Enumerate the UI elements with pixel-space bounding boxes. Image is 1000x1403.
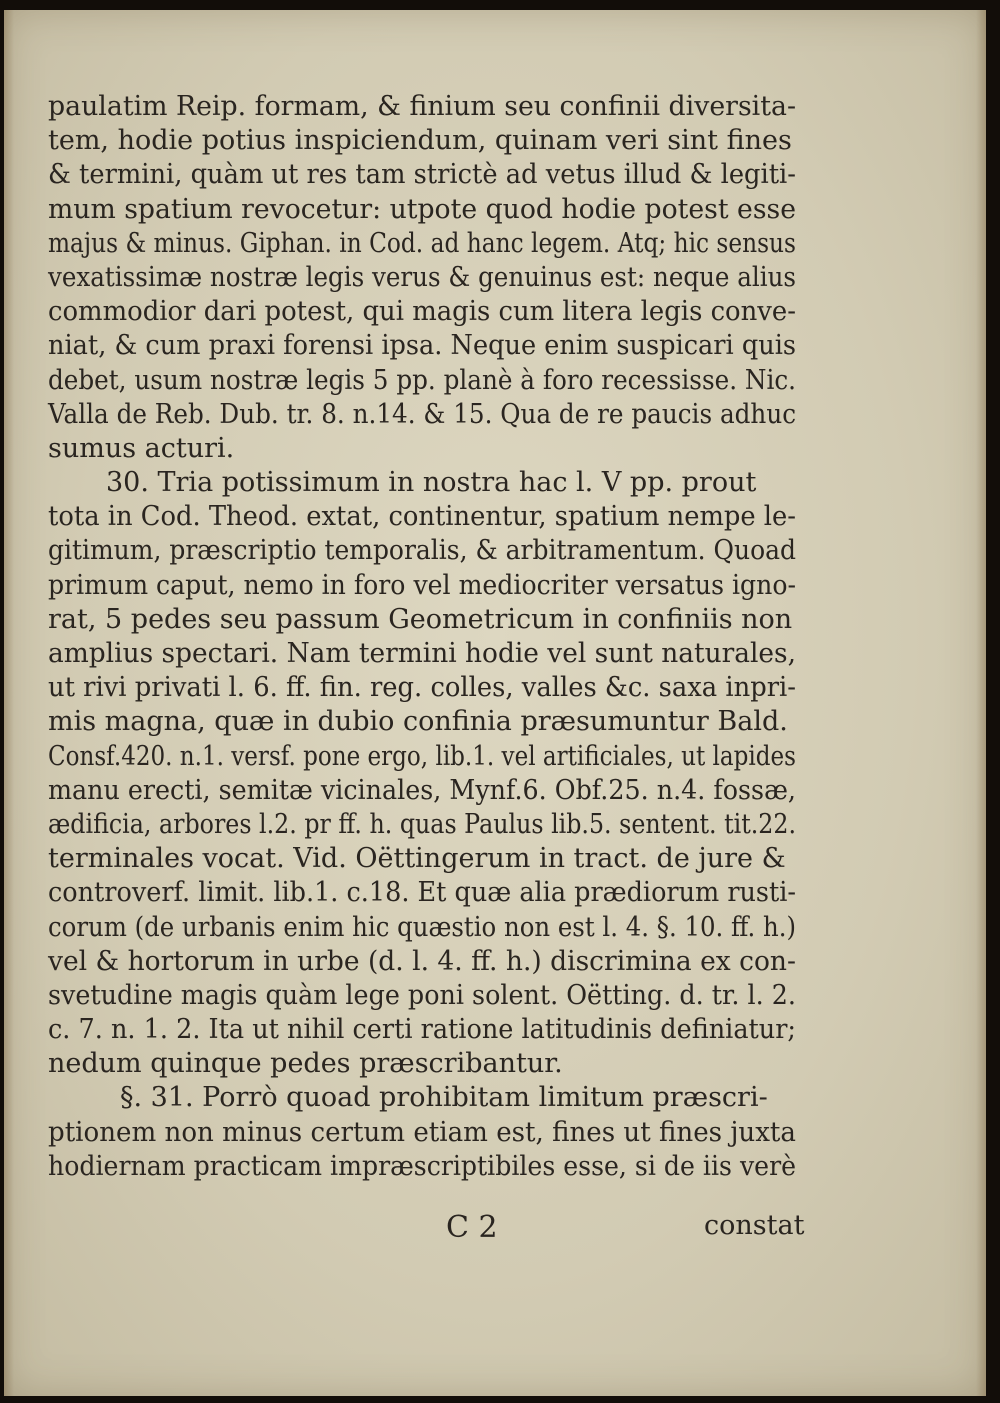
text-line: paulatim Reip. formam, & finium seu confinii diversita- xyxy=(48,91,796,122)
text-line: hodiernam practicam impræscriptibiles esse, si de iis verè xyxy=(48,1150,797,1182)
catchword: constat xyxy=(704,1210,805,1241)
text-line: ptionem non minus certum etiam est, fines ut fines juxta xyxy=(48,1116,796,1148)
text-line: primum caput, nemo in foro vel mediocriter versatus igno- xyxy=(48,569,796,601)
book-page xyxy=(4,10,986,1396)
text-line: ut rivi privati l. 6. ff. fin. reg. colles, valles &c. saxa inpri- xyxy=(48,672,797,704)
text-line: niat, & cum praxi forensi ipsa. Neque enim suspicari quis xyxy=(48,330,797,362)
text-line: controverf. limit. lib.1. c.18. Et quæ alia prædiorum rusti- xyxy=(48,877,797,909)
text-line: rat, 5 pedes seu passum Geometricum in confiniis non xyxy=(48,603,793,635)
text-line: tota in Cod. Theod. extat, continentur, spatium nempe le- xyxy=(48,501,796,533)
text-line: corum (de urbanis enim hic quæstio non est l. 4. §. 10. ff. h.) xyxy=(48,911,797,943)
text-line: commodior dari potest, qui magis cum litera legis conve- xyxy=(48,296,796,328)
text-line: manu erecti, semitæ vicinales, Mynf.6. Obf.25. n.4. fossæ, xyxy=(48,774,796,806)
signature-mark: C 2 xyxy=(446,1210,498,1245)
paragraph-31-start: §. 31. Porrò quoad prohibitam limitum præscri- xyxy=(120,1082,768,1114)
text-line: terminales vocat. Vid. Oëttingerum in tract. de jure & xyxy=(48,843,786,875)
text-line: mum spatium revocetur: utpote quod hodie potest esse xyxy=(48,193,796,225)
text-line: amplius spectari. Nam termini hodie vel sunt naturales, xyxy=(48,638,796,669)
page-left-edge xyxy=(4,10,14,1396)
text-line: debet, usum nostræ legis 5 pp. planè à foro recessisse. Nic. xyxy=(48,364,797,396)
page-right-edge xyxy=(976,10,986,1396)
paragraph-30-start: 30. Tria potissimum in nostra hac l. V pp. prout xyxy=(106,467,757,499)
text-line: tem, hodie potius inspiciendum, quinam veri sint fines xyxy=(48,125,792,157)
text-line: Consf.420. n.1. versf. pone ergo, lib.1. vel artificiales, ut lapides xyxy=(48,740,796,772)
text-line: majus & minus. Giphan. in Cod. ad hanc legem. Atq; hic sensus xyxy=(48,227,796,259)
text-line: & termini, quàm ut res tam strictè ad vetus illud & legiti- xyxy=(48,159,796,191)
text-line: nedum quinque pedes præscribantur. xyxy=(48,1048,563,1080)
text-line: mis magna, quæ in dubio confinia præsumuntur Bald. xyxy=(48,706,788,738)
text-line: ædificia, arbores l.2. pr ff. h. quas Paulus lib.5. sentent. tit.22. xyxy=(48,808,797,840)
text-line: vexatissimæ nostræ legis verus & genuinus est: neque alius xyxy=(48,261,797,293)
body-text xyxy=(48,90,796,1184)
text-line: Valla de Reb. Dub. tr. 8. n.14. & 15. Qua de re paucis adhuc xyxy=(48,398,797,430)
text-line: vel & hortorum in urbe (d. l. 4. ff. h.) discrimina ex con- xyxy=(48,945,796,977)
text-line: gitimum, præscriptio temporalis, & arbitramentum. Quoad xyxy=(48,535,797,567)
text-line: svetudine magis quàm lege poni solent. Oëtting. d. tr. l. 2. xyxy=(48,979,796,1011)
text-line: sumus acturi. xyxy=(48,432,235,464)
text-line: c. 7. n. 1. 2. Ita ut nihil certi ratione latitudinis definiatur; xyxy=(48,1014,797,1046)
